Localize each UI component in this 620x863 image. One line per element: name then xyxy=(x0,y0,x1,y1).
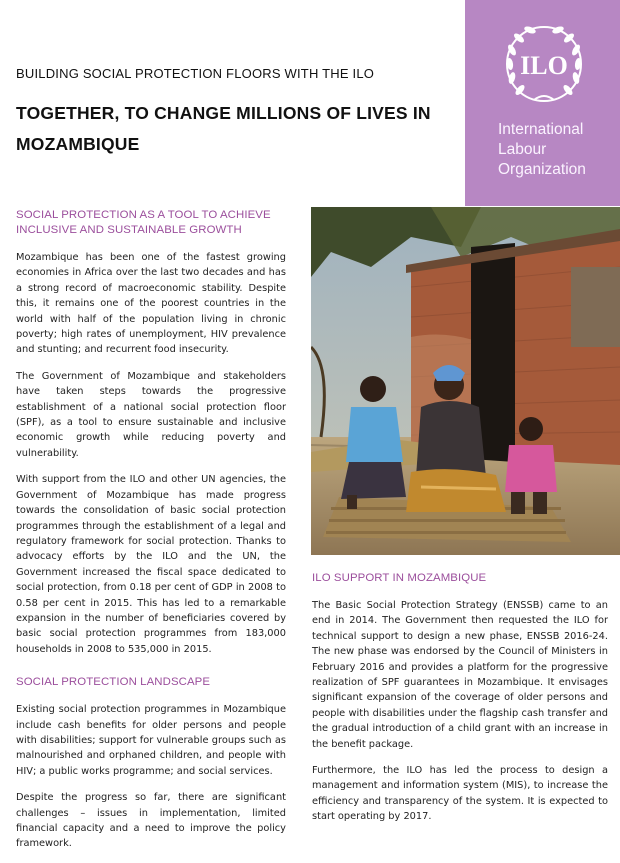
paragraph-ilo-support: With support from the ILO and other UN agencies, the Government of Mozambique has made progress towards the consolidation of basic social protection programmes through the establishment of a legal and regulatory framework for social protection. Thanks to advocacy efforts by the ILO and the UN, the Government increased the fiscal space dedicated to social protection, from 0.18 per cent of GDP in 2008 to 0.58 per cent in 2015. This has led to a remarkable expansion in the number of beneficiaries covered by basic social protection programmes from 183,000 households in 2008 to 535,000 in 2015. xyxy=(16,474,286,655)
paragraph-challenges: Despite the progress so far, there are significant challenges – issues in implementation, limited financial capacity and a need to improve the policy framework. xyxy=(16,792,286,850)
paragraph-enssb: The Basic Social Protection Strategy (ENSSB) came to an end in 2014. The Government then requested the ILO for technical support to design a new phase, ENSSB 2016-24. The new phase was endorsed by the Council of Ministers in February 2016 and provides a platform for the progressive realization of SPF guarantees in Mozambique. It envisages significant expansion of the coverage of older persons and people with disabilities under the flagship cash transfer and the gradual introduction of a child grant with an increase in the benefit package. xyxy=(312,600,608,750)
paragraph-spf: The Government of Mozambique and stakeholders have taken steps towards the progressive establishment of a national social protection floor (SPF), as a tool to ensure sustainable and inclusive economic growth while reducing poverty and vulnerability. xyxy=(16,370,286,459)
paragraph-mis: Furthermore, the ILO has led the process to design a management and information system (MIS), to increase the efficiency and transparency of the system. It is expected to start operating by 2017. xyxy=(312,765,608,823)
logo-line-2: Labour xyxy=(498,141,547,158)
logo-wordmark xyxy=(498,120,618,180)
section-heading-ilo-support: ILO SUPPORT IN MOZAMBIQUE xyxy=(312,572,487,584)
section-heading-landscape: SOCIAL PROTECTION LANDSCAPE xyxy=(16,676,211,689)
ilo-emblem-icon xyxy=(498,20,590,110)
left-column xyxy=(16,208,286,863)
right-column xyxy=(312,571,608,836)
logo-line-3: Organization xyxy=(498,161,586,178)
section-heading-growth: SOCIAL PROTECTION AS A TOOL TO ACHIEVE INCLUSIVE AND SUSTAINABLE GROWTH xyxy=(16,209,271,236)
logo-line-1: International xyxy=(498,121,584,138)
paragraph-economy: Mozambique has been one of the fastest growing economies in Africa over the last two decades and has a strong record of macroeconomic stability. Despite this, it remains one of the poorest countries in the world with half of the population living in chronic poverty; high rates of unemployment, HIV prevalence and stunting; and recurrent food insecurity. xyxy=(16,252,286,356)
ilo-logo-block xyxy=(465,0,620,206)
page-title: TOGETHER, TO CHANGE MILLIONS OF LIVES IN MOZAMBIQUE xyxy=(16,103,431,154)
paragraph-programmes: Existing social protection programmes in Mozambique include cash benefits for older persons and people with disabilities; support for vulnerable groups such as malnourished and orphaned children, and people with HIV; a public works programme; and social services. xyxy=(16,704,286,777)
family-photo xyxy=(311,207,620,555)
ilo-emblem-letters: ILO xyxy=(520,51,568,80)
header-kicker: BUILDING SOCIAL PROTECTION FLOORS WITH THE ILO xyxy=(16,66,375,81)
